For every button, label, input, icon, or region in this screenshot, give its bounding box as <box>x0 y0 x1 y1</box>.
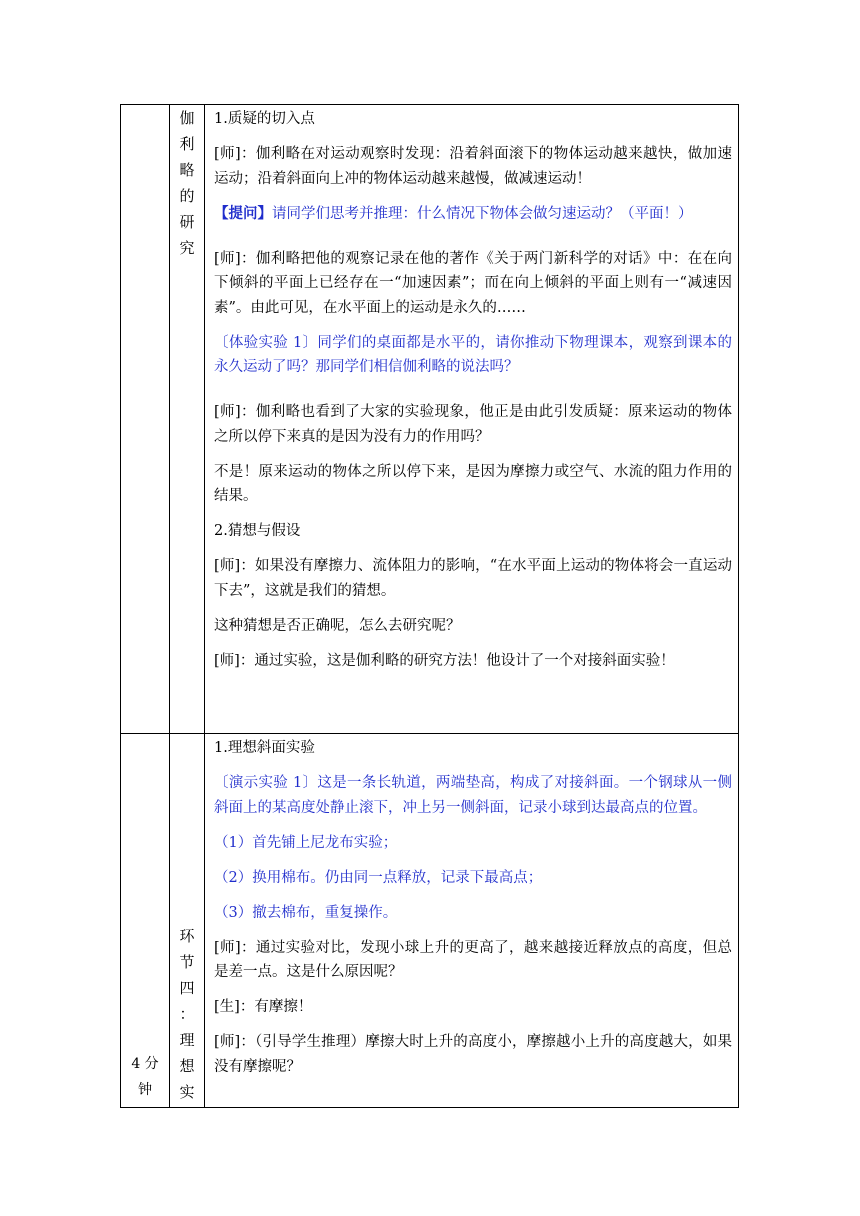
teacher-paragraph: [师]：伽利略在对运动观察时发现：沿着斜面滚下的物体运动越来越快，做加速运动；沿着斜面向上冲的物体运动越来越慢，做减速运动！ <box>214 146 732 187</box>
demo-experiment: 〔演示实验 1〕这是一条长轨道，两端垫高，构成了对接斜面。一个钢球从一侧斜面上的某高度处静止滚下，冲上另一侧斜面，记录小球到达最高点的位置。 <box>214 775 732 816</box>
answer-paragraph: 不是！原来运动的物体之所以停下来，是因为摩擦力或空气、水流的阻力作用的结果。 <box>214 463 732 504</box>
experiment-step: （2）换用棉布。仍由同一点释放，记录下最高点； <box>214 869 543 886</box>
stage-char: ： <box>179 1005 195 1023</box>
section-heading: 1.理想斜面实验 <box>214 740 315 756</box>
teacher-paragraph: [师]：如果没有摩擦力、流体阻力的影响，“在水平面上运动的物体将会一直运动下去”，这就是我们的猜想。 <box>214 558 732 599</box>
question-line: 这种猜想是否正确呢，怎么去研究呢？ <box>214 617 461 634</box>
section-heading: 1.质疑的切入点 <box>214 111 315 127</box>
stage-char: 想 <box>179 1057 195 1075</box>
stage-char: 究 <box>179 239 195 257</box>
content-cell <box>205 105 739 734</box>
stage-char: 理 <box>179 1031 195 1049</box>
section-heading: 2.猜想与假设 <box>214 523 301 539</box>
stage-char: 研 <box>179 213 195 231</box>
stage-char: 伽 <box>179 109 195 127</box>
stage-char: 节 <box>179 953 195 971</box>
question-prompt <box>214 202 732 227</box>
question-text: 请同学们思考并推理：什么情况下物体会做匀速运动？（平面！） <box>272 205 693 222</box>
content-cell <box>205 734 739 1108</box>
teacher-paragraph: [师]：（引导学生推理）摩擦大时上升的高度小，摩擦越小上升的高度越大，如果没有摩擦呢？ <box>214 1034 732 1075</box>
experience-experiment: 〔体验实验 1〕同学们的桌面都是水平的，请你推动下物理课本，观察到课本的永久运动了吗？那同学们相信伽利略的说法吗？ <box>214 334 732 375</box>
time-unit: 钟 <box>138 1082 152 1098</box>
teacher-paragraph: [师]：伽利略也看到了大家的实验现象，他正是由此引发质疑：原来运动的物体之所以停下来真的是因为没有力的作用吗？ <box>214 404 732 445</box>
time-value: 4 分 <box>131 1056 159 1072</box>
stage-char: 实 <box>179 1083 195 1101</box>
experiment-step: （3）撤去棉布，重复操作。 <box>214 904 398 921</box>
teacher-paragraph: [师]：伽利略把他的观察记录在他的著作《关于两门新科学的对话》中：在在向下倾斜的平面上已经存在一“加速因素”；而在向上倾斜的平面上则有一“减速因素”。由此可见，在水平面上的运动是永久的…… <box>214 250 732 316</box>
table-row <box>121 734 739 1108</box>
stage-cell <box>170 105 205 734</box>
table-row <box>121 105 739 734</box>
stage-char: 的 <box>179 187 195 205</box>
teacher-paragraph: [师]：通过实验，这是伽利略的研究方法！他设计了一个对接斜面实验！ <box>214 652 675 669</box>
student-answer: [生]：有摩擦！ <box>214 999 313 1015</box>
teacher-paragraph: [师]：通过实验对比，发现小球上升的更高了，越来越接近释放点的高度，但总是差一点。这是什么原因呢？ <box>214 939 732 980</box>
stage-char: 略 <box>179 161 195 179</box>
lesson-table <box>120 104 739 1108</box>
experiment-step: （1）首先铺上尼龙布实验； <box>214 834 398 851</box>
question-tag: 【提问】 <box>214 204 272 222</box>
stage-char: 利 <box>179 135 195 153</box>
stage-cell <box>170 734 205 1108</box>
stage-char: 环 <box>179 927 195 945</box>
time-cell <box>121 734 170 1108</box>
stage-char: 四 <box>179 979 195 997</box>
time-cell <box>121 105 170 734</box>
